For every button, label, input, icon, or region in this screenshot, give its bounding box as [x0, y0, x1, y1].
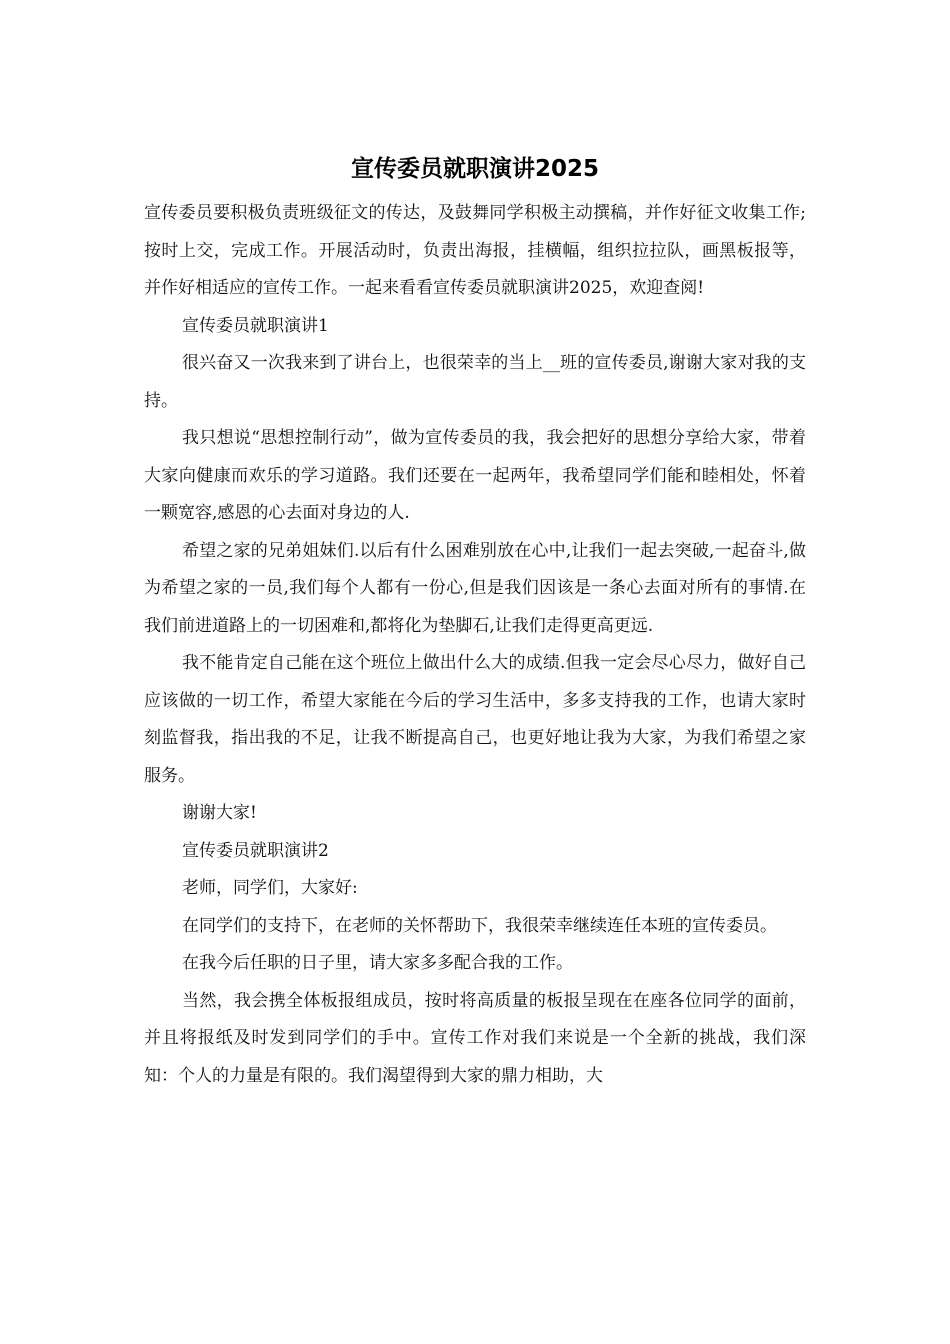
greeting-paragraph: 老师，同学们，大家好: [182, 878, 358, 898]
document-body [144, 195, 806, 1095]
paragraph: 我不能肯定自己能在这个班位上做出什么大的成绩.但我一定会尽心尽力，做好自己应该做的一切工作，希望大家能在今后的学习生活中，多多支持我的工作，也请大家时刻监督我，指出我的不足，让我不断提高自己，也更好地让我为大家，为我们希望之家服务。 [144, 653, 806, 786]
paragraph: 我只想说“思想控制行动”，做为宣传委员的我，我会把好的思想分享给大家，带着大家向健康而欢乐的学习道路。我们还要在一起两年，我希望同学们能和睦相处，怀着一颗宽容,感恩的心去面对身边的人. [144, 428, 806, 523]
section-heading-1: 宣传委员就职演讲1 [182, 315, 329, 336]
paragraph: 当然，我会携全体板报组成员，按时将高质量的板报呈现在在座各位同学的面前，并且将报纸及时发到同学们的手中。宣传工作对我们来说是一个全新的挑战，我们深知：个人的力量是有限的。我们渴望得到大家的鼎力相助，大 [144, 990, 806, 1086]
paragraph: 谢谢大家! [182, 803, 257, 823]
page-title: 宣传委员就职演讲2025 [350, 156, 599, 182]
paragraph: 在同学们的支持下，在老师的关怀帮助下，我很荣幸继续连任本班的宣传委员。 [182, 915, 777, 936]
paragraph: 在我今后任职的日子里，请大家多多配合我的工作。 [182, 953, 573, 973]
paragraph: 很兴奋又一次我来到了讲台上，也很荣幸的当上__班的宣传委员,谢谢大家对我的支持。 [144, 353, 806, 411]
intro-paragraph: 宣传委员要积极负责班级征文的传达，及鼓舞同学积极主动撰稿，并作好征文收集工作;按时上交，完成工作。开展活动时，负责出海报，挂横幅，组织拉拉队，画黑板报等，并作好相适应的宣传工作。一起来看看宣传委员就职演讲2025，欢迎查阅! [144, 203, 806, 298]
paragraph: 希望之家的兄弟姐妹们.以后有什么困难别放在心中,让我们一起去突破,一起奋斗,做为希望之家的一员,我们每个人都有一份心,但是我们因该是一条心去面对所有的事情.在我们前进道路上的一切困难和,都将化为垫脚石,让我们走得更高更远. [144, 540, 806, 636]
section-heading-2: 宣传委员就职演讲2 [182, 840, 329, 861]
